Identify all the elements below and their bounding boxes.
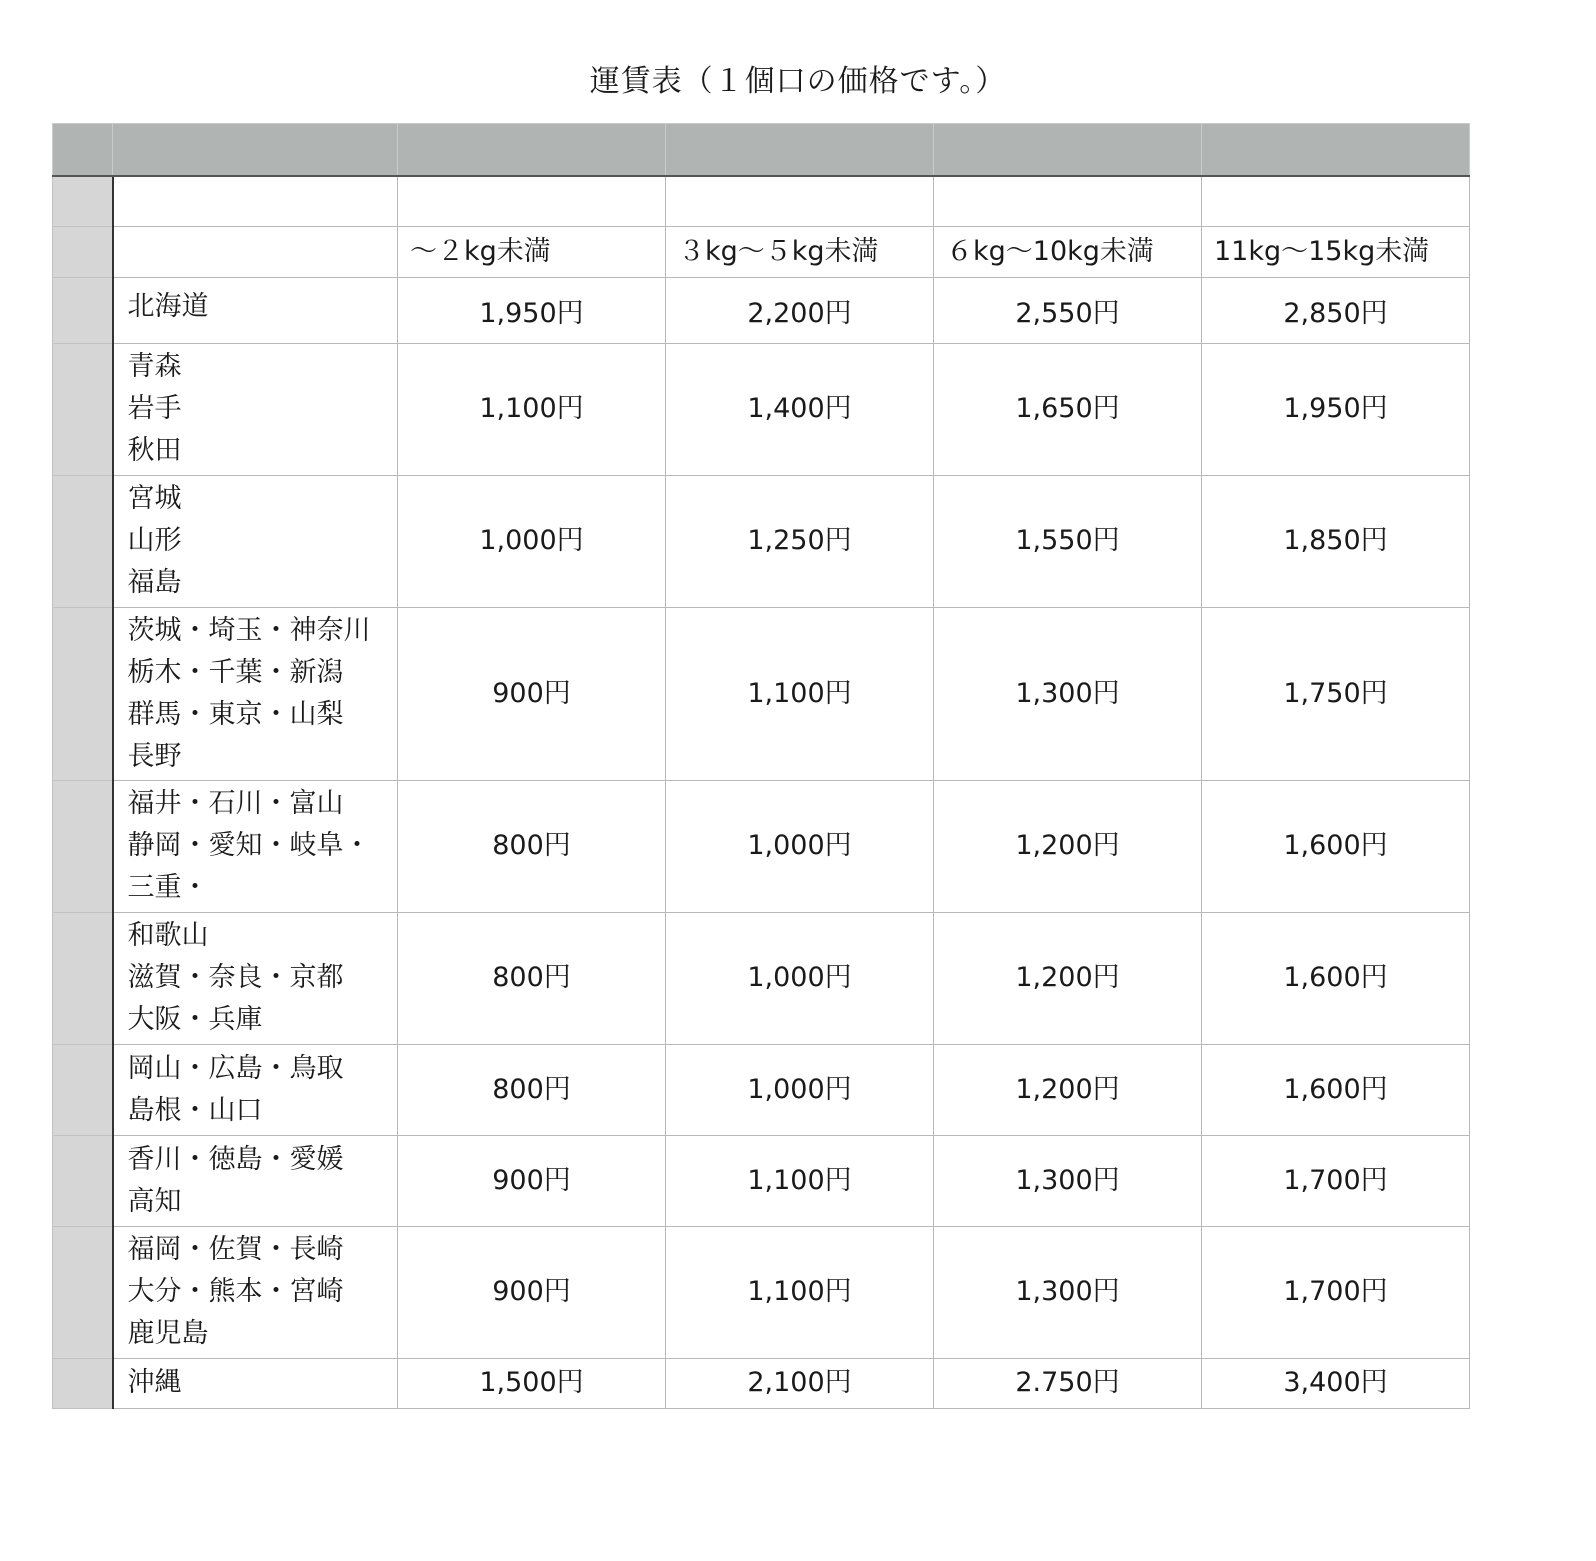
corner-cell[interactable]: [53, 124, 113, 177]
price-cell[interactable]: 1,550円: [934, 475, 1202, 607]
row-header[interactable]: [53, 1135, 113, 1226]
row-header[interactable]: [53, 226, 113, 277]
price-cell[interactable]: 800円: [398, 912, 666, 1044]
region-cell[interactable]: [113, 1135, 398, 1226]
region-line: 香川・徳島・愛媛: [127, 1143, 344, 1175]
weight-header-3[interactable]: 11kg～15kg未満: [1202, 226, 1470, 277]
row-header[interactable]: [53, 1358, 113, 1408]
row-header[interactable]: [53, 475, 113, 607]
region-line: 福島: [127, 567, 182, 598]
price-cell[interactable]: 2,200円: [666, 277, 934, 343]
price-cell[interactable]: 1,700円: [1202, 1226, 1470, 1358]
region-line: 和歌山: [127, 920, 209, 951]
region-line: 大分・熊本・宮崎: [127, 1276, 344, 1307]
row-header[interactable]: [53, 1226, 113, 1358]
price-cell[interactable]: 2,850円: [1202, 277, 1470, 343]
blank-cell[interactable]: [666, 176, 934, 226]
price-cell[interactable]: 1,850円: [1202, 475, 1470, 607]
region-line: 三重・: [127, 872, 209, 903]
price-cell[interactable]: 1,600円: [1202, 1044, 1470, 1135]
region-cell[interactable]: [113, 607, 398, 780]
region-cell[interactable]: [113, 277, 398, 343]
region-line: 沖縄: [127, 1367, 182, 1398]
rate-table: [52, 123, 1470, 1409]
row-header[interactable]: [53, 1044, 113, 1135]
region-cell[interactable]: [113, 780, 398, 912]
region-line: 群馬・東京・山梨: [127, 698, 344, 730]
price-cell[interactable]: 1,000円: [666, 912, 934, 1044]
row-header[interactable]: [53, 176, 113, 226]
price-cell[interactable]: 1,100円: [398, 343, 666, 475]
weight-header-0[interactable]: ～２kg未満: [398, 226, 666, 277]
table-row: [53, 475, 1470, 607]
region-cell[interactable]: [113, 1226, 398, 1358]
blank-cell[interactable]: [1202, 176, 1470, 226]
region-line: 福岡・佐賀・長崎: [127, 1234, 344, 1265]
region-line: 北海道: [127, 290, 209, 322]
region-cell[interactable]: [113, 475, 398, 607]
region-line: 大阪・兵庫: [127, 1004, 263, 1035]
price-cell[interactable]: 1,000円: [666, 780, 934, 912]
price-cell[interactable]: 1,950円: [398, 277, 666, 343]
region-line: 鹿児島: [127, 1318, 209, 1349]
price-cell[interactable]: 1,000円: [398, 475, 666, 607]
price-cell[interactable]: 1,600円: [1202, 912, 1470, 1044]
weight-header-row: [53, 226, 1470, 277]
region-line: 山形: [127, 525, 182, 556]
row-header[interactable]: [53, 607, 113, 780]
price-cell[interactable]: 1,750円: [1202, 607, 1470, 780]
price-cell[interactable]: 1,200円: [934, 912, 1202, 1044]
price-cell[interactable]: 1,200円: [934, 780, 1202, 912]
column-header-d[interactable]: [666, 124, 934, 177]
price-cell[interactable]: 1,100円: [666, 1135, 934, 1226]
region-cell[interactable]: [113, 912, 398, 1044]
region-line: 岡山・広島・鳥取: [127, 1052, 344, 1084]
blank-cell[interactable]: [113, 176, 398, 226]
column-header-b[interactable]: [113, 124, 398, 177]
region-line: 秋田: [127, 435, 182, 466]
price-cell[interactable]: 1,500円: [398, 1358, 666, 1408]
region-line: 福井・石川・富山: [127, 788, 344, 819]
region-line: 栃木・千葉・新潟: [127, 656, 344, 688]
region-cell[interactable]: [113, 1044, 398, 1135]
region-line: 静岡・愛知・岐阜・: [127, 830, 371, 861]
price-cell[interactable]: 1,100円: [666, 1226, 934, 1358]
price-cell[interactable]: 1,250円: [666, 475, 934, 607]
page-title: 運賃表（１個口の価格です。）: [589, 64, 1007, 99]
table-row: [53, 1358, 1470, 1408]
price-cell[interactable]: 1,950円: [1202, 343, 1470, 475]
table-row: [53, 1226, 1470, 1358]
region-line: 岩手: [127, 393, 182, 424]
price-cell[interactable]: 1,300円: [934, 607, 1202, 780]
price-cell[interactable]: 900円: [398, 607, 666, 780]
region-line: 滋賀・奈良・京都: [127, 962, 344, 993]
region-header-cell[interactable]: [113, 226, 398, 277]
price-cell[interactable]: 900円: [398, 1226, 666, 1358]
price-cell[interactable]: 2,550円: [934, 277, 1202, 343]
price-cell[interactable]: 1,200円: [934, 1044, 1202, 1135]
column-header-f[interactable]: [1202, 124, 1470, 177]
column-header-row: [53, 124, 1470, 177]
price-cell[interactable]: 1,650円: [934, 343, 1202, 475]
region-line: 青森: [127, 351, 182, 382]
table-row: [53, 1135, 1470, 1226]
price-cell[interactable]: 1,100円: [666, 607, 934, 780]
row-header[interactable]: [53, 343, 113, 475]
region-line: 高知: [127, 1185, 182, 1217]
region-line: 茨城・埼玉・神奈川: [127, 614, 371, 646]
price-cell[interactable]: 900円: [398, 1135, 666, 1226]
table-row-blank: [53, 176, 1470, 226]
column-header-e[interactable]: [934, 124, 1202, 177]
row-header[interactable]: [53, 912, 113, 1044]
table-row: [53, 780, 1470, 912]
region-line: 長野: [127, 740, 182, 772]
price-cell[interactable]: 2.750円: [934, 1358, 1202, 1408]
price-cell[interactable]: 1,600円: [1202, 780, 1470, 912]
table-row: [53, 912, 1470, 1044]
table-row: [53, 1044, 1470, 1135]
price-cell[interactable]: 1,400円: [666, 343, 934, 475]
weight-header-2[interactable]: ６kg～10kg未満: [934, 226, 1202, 277]
price-cell[interactable]: 1,700円: [1202, 1135, 1470, 1226]
price-cell[interactable]: 800円: [398, 1044, 666, 1135]
table-row: [53, 607, 1470, 780]
row-header[interactable]: [53, 780, 113, 912]
price-cell[interactable]: 3,400円: [1202, 1358, 1470, 1408]
row-header[interactable]: [53, 277, 113, 343]
blank-cell[interactable]: [398, 176, 666, 226]
price-cell[interactable]: 1,000円: [666, 1044, 934, 1135]
region-line: 島根・山口: [127, 1094, 263, 1126]
weight-header-1[interactable]: ３kg～５kg未満: [666, 226, 934, 277]
table-row: [53, 277, 1470, 343]
table-row: [53, 343, 1470, 475]
price-cell[interactable]: 2,100円: [666, 1358, 934, 1408]
region-cell[interactable]: [113, 1358, 398, 1408]
region-line: 宮城: [127, 483, 182, 514]
price-cell[interactable]: 800円: [398, 780, 666, 912]
column-header-c[interactable]: [398, 124, 666, 177]
price-cell[interactable]: 1,300円: [934, 1135, 1202, 1226]
region-cell[interactable]: [113, 343, 398, 475]
price-cell[interactable]: 1,300円: [934, 1226, 1202, 1358]
blank-cell[interactable]: [934, 176, 1202, 226]
